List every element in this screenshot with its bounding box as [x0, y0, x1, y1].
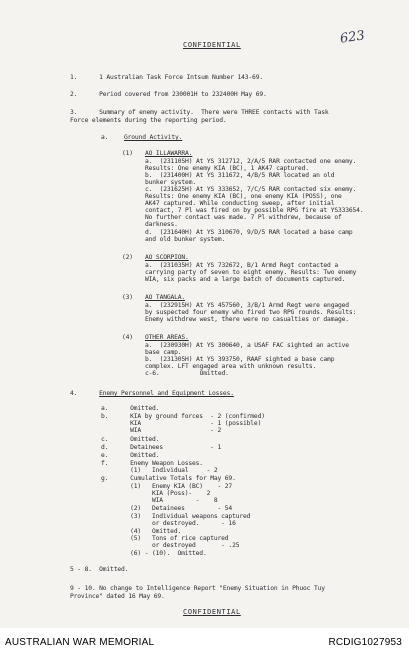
losses-line: f. Enemy Weapon Losses.	[101, 460, 203, 467]
losses-line: b. KIA by ground forces - 2 (confirmed)	[101, 413, 265, 420]
other-areas-line: base camp.	[145, 349, 182, 356]
other-areas-num: (4)	[122, 334, 133, 341]
ao-illawarra-line: Results: One enemy KIA (BC), 1 AK47 captured.	[145, 165, 309, 172]
para-9-10-line-2: Province" dated 16 May 69.	[70, 593, 165, 600]
ao-illawarra-line: contact, 7 Pl was fired on by possible RPG fire at YS333654.	[145, 207, 364, 214]
other-areas-title: OTHER AREAS.	[145, 334, 189, 341]
ao-illawarra-line: a. (231105H) At YS 312712, 2/A/5 RAR contacted one enemy.	[145, 158, 357, 165]
losses-line: (4) Omitted.	[101, 528, 182, 535]
ao-tangalla-line: a. (232915H) At YS 457560, 3/B/1 Armd Regt were engaged	[145, 302, 349, 309]
ao-illawarra-num: (1)	[122, 150, 133, 157]
losses-line: g. Cumulative Totals for May 69.	[101, 475, 236, 482]
losses-line: (1) Individual - 2	[101, 467, 218, 474]
ao-tangalla-line: Enemy withdrew west, there were no casualties or damage.	[145, 316, 349, 323]
ao-illawarra-line: No further contact was made. 7 Pl withdrew, because of	[145, 214, 342, 221]
other-areas-line: complex. LFT engaged area with unknown results.	[145, 363, 317, 370]
classification-header: CONFIDENTIAL	[183, 41, 241, 49]
para-1: 1. 1 Australian Task Force Intsum Number 143-69.	[70, 74, 263, 81]
para-9-10-line-1: 9 - 10. No change to Intelligence Report "Enemy Situation in Phuoc Tuy	[70, 585, 325, 592]
para-5-8: 5 - 8. Omitted.	[70, 566, 129, 573]
handwritten-folio-number: 623	[339, 28, 366, 47]
ao-tangalla-line: by suspected four enemy who fired two RPG rounds. Results:	[145, 309, 357, 316]
losses-line: e. Omitted.	[101, 452, 160, 459]
losses-line: d. Detainees - 1	[101, 444, 222, 451]
losses-line: a. Omitted.	[101, 405, 160, 412]
para-2: 2. Period covered from 230001H to 232400H May 69.	[70, 91, 267, 98]
ao-illawarra-line: darkness.	[145, 221, 178, 228]
ao-illawarra-line: c. (231625H) At YS 333652, 7/C/5 RAR contacted six enemy.	[145, 186, 357, 193]
ao-illawarra-line: d. (231640H) At YS 310670, 9/D/5 RAR located a base camp	[145, 229, 353, 236]
losses-line: or destroyed. - 16	[101, 520, 236, 527]
losses-line: WIA - 2	[101, 427, 222, 434]
para-3-line-1: 3. Summary of enemy activity. There were THREE contacts with Task	[70, 109, 329, 116]
classification-footer: CONFIDENTIAL	[183, 608, 241, 616]
ao-illawarra-line: and old bunker system.	[145, 236, 226, 243]
losses-line: (5) Tons of rice captured	[101, 535, 229, 542]
record-id: RCDIG1027953	[328, 637, 402, 648]
archive-footer	[0, 628, 409, 654]
ao-tangalla-title: AO TANGALA.	[145, 294, 186, 301]
ao-scorpion-line: WIA, six packs and a large batch of documents captured.	[145, 276, 346, 283]
ao-tangalla-num: (3)	[122, 294, 133, 301]
para-3-line-2: Force elements during the reporting period.	[70, 117, 227, 124]
losses-line: KIA (Poss)- 2	[101, 490, 211, 497]
ao-illawarra-line: Results: One enemy KIA (BC), one enemy KIA (POSS), one	[145, 193, 342, 200]
other-areas-line: b. (231305H) At YS 393750, RAAF sighted a base camp	[145, 356, 335, 363]
losses-line: (6) - (10). Omitted.	[101, 550, 207, 557]
ao-scorpion-num: (2)	[122, 254, 133, 261]
losses-line: KIA - 1 (possible)	[101, 420, 262, 427]
losses-line: or destroyed - .25	[101, 542, 240, 549]
para-4-heading: 4. Enemy Personnel and Equipment Losses.	[70, 390, 234, 397]
ground-activity-num: a.	[101, 134, 109, 141]
ao-scorpion-title: AO SCORPION.	[145, 254, 189, 261]
ao-illawarra-line: b. (231400H) At YS 311672, 4/B/5 RAR located an old	[145, 172, 335, 179]
losses-line: (3) Individual weapons captured	[101, 513, 251, 520]
losses-line: (1) Enemy KIA (BC) - 27	[101, 483, 233, 490]
other-areas-line: c-6. Omitted.	[145, 370, 229, 377]
other-areas-line: a. (230930H) At YS 300640, a USAF FAC sighted an active	[145, 342, 349, 349]
archive-name: AUSTRALIAN WAR MEMORIAL	[5, 637, 155, 648]
losses-line: WIA - 8	[101, 497, 218, 504]
ao-scorpion-line: carrying party of seven to eight enemy. Results: Two enemy	[145, 269, 357, 276]
ao-illawarra-line: bunker system.	[145, 179, 196, 186]
losses-line: c. Omitted.	[101, 436, 160, 443]
losses-line: (2) Detainees - 54	[101, 505, 233, 512]
ao-scorpion-line: a. (231035H) At YS 732672, B/1 Armd Regt contacted a	[145, 262, 338, 269]
ao-illawarra-title: AO ILLAWARRA.	[145, 150, 193, 157]
ao-illawarra-line: AK47 captured. While conducting sweep, after initial	[145, 200, 335, 207]
ground-activity-heading: Ground Activity.	[124, 134, 183, 141]
